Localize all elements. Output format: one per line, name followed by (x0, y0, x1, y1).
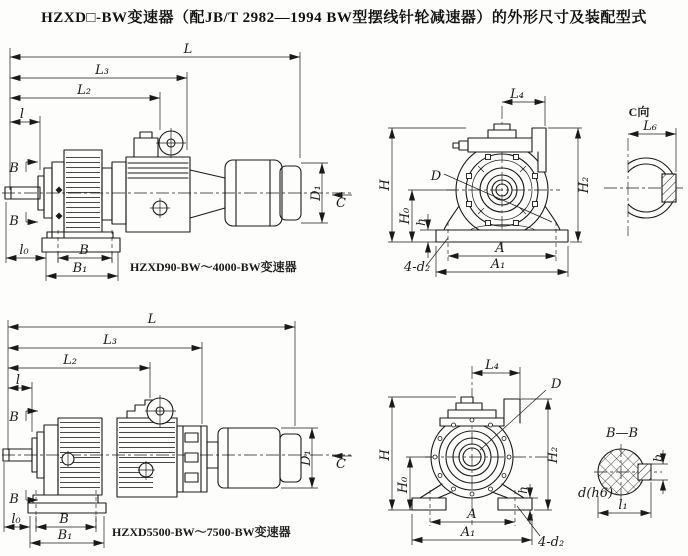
section-marker-B-bottom: B (9, 214, 19, 229)
dim-label-l1: l₁ (618, 498, 628, 513)
dim-label-A: A (495, 241, 505, 256)
section-marker-B-top: B (9, 161, 19, 176)
dim-label-H0: H₀ (396, 476, 411, 494)
view-arrow-C: C (336, 196, 346, 211)
dim-label-L2: L₂ (77, 83, 91, 98)
caption-bottom-side: HZXD5500-BW～7500-BW变速器 (112, 525, 291, 539)
dim-label-l: l (15, 373, 21, 388)
dim-label-l: l (19, 107, 25, 122)
bb-section-view (578, 426, 668, 518)
bottom-side-view (2, 312, 352, 548)
dim-label-A: A (467, 507, 477, 522)
dim-label-L: L (147, 312, 157, 327)
bottom-front-view (378, 358, 564, 550)
gearmotor-outline (3, 398, 301, 513)
terminal-lug-hatch (662, 174, 676, 202)
dim-label-D: D (551, 377, 562, 392)
c-direction-view (596, 104, 686, 236)
dim-label-L2: L₂ (63, 353, 77, 368)
dim-label-D: D (430, 169, 442, 184)
dim-label-D1: D₁ (299, 450, 314, 466)
dimension-lines (392, 102, 578, 272)
section-title-BB: B—B (605, 426, 639, 441)
dim-label-L3: L₃ (95, 63, 109, 78)
section-marker-B-top: B (9, 410, 19, 425)
keyway-hatch (638, 464, 651, 480)
dim-label-H2: H₂ (577, 176, 592, 194)
dim-label-4-d2: 4-d₂ (404, 260, 431, 275)
dim-label-L4: L₄ (510, 87, 524, 102)
dim-label-L4: L₄ (485, 358, 499, 373)
dim-label-b: b (651, 454, 665, 462)
dim-label-A1: A₁ (460, 525, 476, 540)
dim-label-H: H (378, 179, 393, 191)
extension-lines (388, 96, 582, 277)
dim-label-B: B (79, 243, 89, 258)
caption-top-side: HZXD90-BW～4000-BW变速器 (130, 260, 297, 274)
dim-label-B1: B₁ (57, 528, 73, 543)
dim-label-D1: D₁ (309, 185, 324, 201)
dim-label-h: h (516, 486, 530, 494)
dim-label-H: H (378, 449, 393, 461)
dim-label-L: L (183, 42, 193, 57)
dim-label-A1: A₁ (490, 257, 506, 272)
dim-label-B1: B₁ (72, 261, 88, 276)
gearmotor-outline (5, 131, 301, 252)
view-arrow-C: C (336, 457, 346, 472)
top-side-view (2, 42, 352, 281)
dim-label-h: h (414, 218, 428, 226)
dim-label-4-d2: 4-d₂ (538, 535, 565, 550)
dim-label-L6: L₆ (643, 119, 657, 134)
page-title: HZXD□-BW变速器（配JB/T 2982—1994 BW型摆线针轮减速器）的外形尺寸及装配型式 (41, 10, 647, 26)
dim-label-d-h6: d(h6) (578, 486, 614, 501)
view-title-C: C向 (628, 105, 650, 119)
extension-lines (6, 48, 328, 281)
dim-label-L3: L₃ (103, 333, 117, 348)
dim-label-l0: l₀ (11, 512, 21, 527)
section-marker-B-bottom: B (9, 492, 19, 507)
dim-label-H0: H₀ (398, 207, 413, 225)
top-front-view (378, 87, 592, 277)
dim-label-H2: H₂ (546, 446, 561, 464)
dim-label-B: B (59, 512, 69, 527)
dim-label-l0: l₀ (19, 243, 29, 258)
